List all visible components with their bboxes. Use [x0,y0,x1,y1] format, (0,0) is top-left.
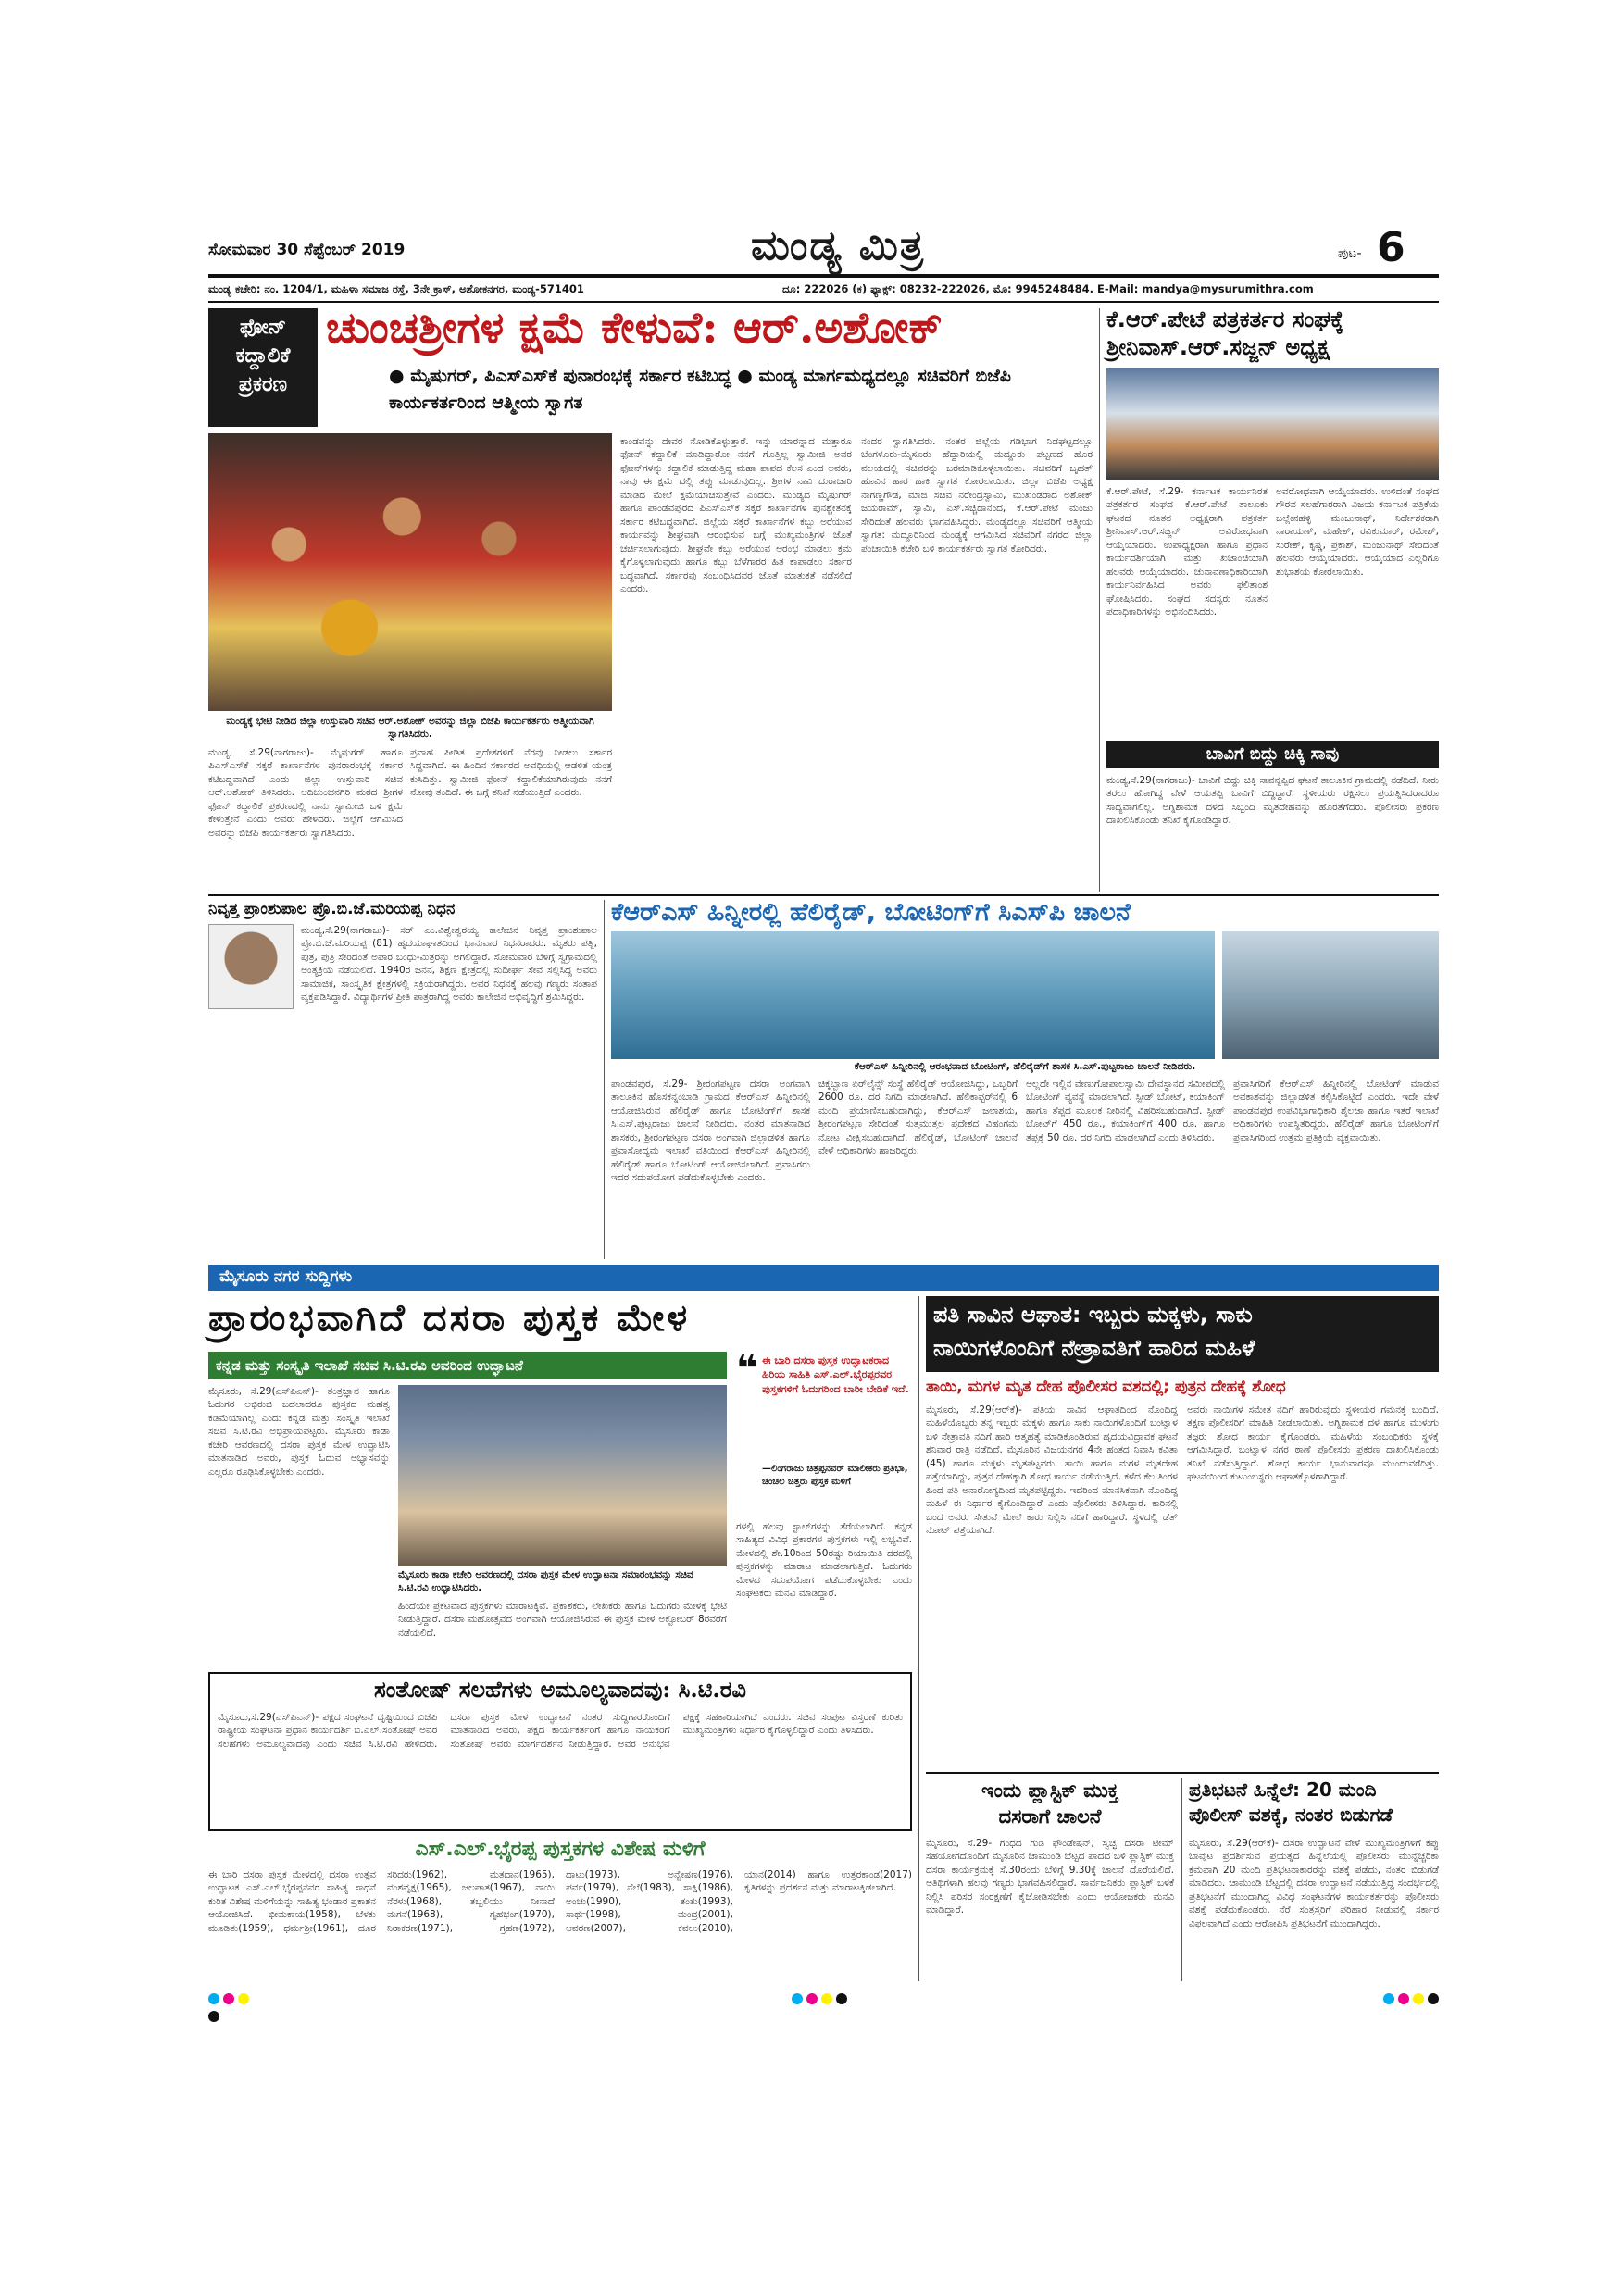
story1-lead2: ಪ್ರವಾಹ ಪೀಡಿತ ಪ್ರದೇಶಗಳಿಗೆ ನೆರವು ನೀಡಲು ಸರ್ಕಾರ ಸಿದ್ಧವಾಗಿದೆ. ಈ ಹಿಂದಿನ ಸರ್ಕಾರದ ಅವಧಿಯಲ್ಲಿ ಆಡಳಿತ ಯಂತ್ರ ಕುಸಿದಿತ್ತು. ಸ್ವಾಮೀಜಿ ಫೋನ್ ಕದ್ದಾಲಿಕೆಯಾಗಿರುವುದು ನನಗೆ ನೋವು ತಂದಿದೆ. ಈ ಬಗ್ಗೆ ತನಿಖೆ ನಡೆಯುತ್ತಿದೆ ಎಂದರು. [410,747,612,799]
story9-headline-l1: ಪತಿ ಸಾವಿನ ಆಘಾತ: ಇಬ್ಬರು ಮಕ್ಕಳು, ಸಾಕು [933,1302,1253,1328]
office-address: ಮಂಡ್ಯ ಕಚೇರಿ: ನಂ. 1204/1, ಮಹಿಳಾ ಸಮಾಜ ರಸ್ತೆ, 3ನೇ ಕ್ರಾಸ್, ಅಶೋಕನಗರ, ಮಂಡ್ಯ-571401 [208,282,584,295]
yellow-dot-icon [238,1993,249,2004]
section-bar-title: ಮೈಸೂರು ನಗರ ಸುದ್ದಿಗಳು [219,1267,353,1286]
story6-col-mid: ಹಿಂದೆಯೇ ಪ್ರಕಟವಾದ ಪುಸ್ತಕಗಳು ಮಾರಾಟಕ್ಕಿವೆ. ಪ್ರಕಾಶಕರು, ಲೇಖಕರು ಹಾಗೂ ಓದುಗರು ಮೇಳಕ್ಕೆ ಭೇಟಿ ನೀಡುತ್ತಿದ್ದಾರೆ. ದಸರಾ ಮಹೋತ್ಸವದ ಅಂಗವಾಗಿ ಆಯೋಜಿಸಿರುವ ಈ ಪುಸ್ತಕ ಮೇಳ ಅಕ್ಟೋಬರ್ 8ರವರೆಗೆ ನಡೆಯಲಿದೆ. [398,1601,727,1639]
col-divider [918,1296,919,1981]
tag-line: ಫೋನ್ [239,316,287,339]
story5-col3: ಅಲ್ಲದೇ ಇಲ್ಲಿನ ವೇಣುಗೋಪಾಲಸ್ವಾಮಿ ದೇವಸ್ಥಾನದ ಸಮೀಪದಲ್ಲಿ ಬೋಟಿಂಗ್ ವ್ಯವಸ್ಥೆ ಮಾಡಲಾಗಿದೆ. ಸ್ಪೀಡ್ ಬೋಟ್, ಕಯಾಕಿಂಗ್ ಹಾಗೂ ತೆಪ್ಪದ ಮೂಲಕ ನೀರಿನಲ್ಲಿ ವಿಹರಿಸಬಹುದಾಗಿದೆ. ಸ್ಪೀಡ್ ಬೋಟ್‌ಗೆ 450 ರೂ., ಕಯಾಕಿಂಗ್‌ಗೆ 400 ರೂ. ಹಾಗೂ ತೆಪ್ಪಕ್ಕೆ 50 ರೂ. ದರ ನಿಗದಿ ಮಾಡಲಾಗಿದೆ ಎಂದು ತಿಳಿಸಿದರು. [1026,1079,1225,1143]
story11-headline-l1: ಪ್ರತಿಭಟನೆ ಹಿನ್ನೆಲೆ: 20 ಮಂದಿ [1189,1778,1377,1801]
story10-headline-l2: ದಸರಾಗೆ ಚಾಲನೆ [998,1805,1102,1828]
story7-box [208,1672,912,1831]
story3-body: ಮಂಡ್ಯ,ಸೆ.29(ನಾಗರಾಜು)- ಬಾವಿಗೆ ಬಿದ್ದು ಚಿಕ್ಕಿ ಸಾವನ್ನಪ್ಪಿದ ಘಟನೆ ತಾಲೂಕಿನ ಗ್ರಾಮದಲ್ಲಿ ನಡೆದಿದೆ. ನೀರು ತರಲು ಹೋಗಿದ್ದ ವೇಳೆ ಆಯತಪ್ಪಿ ಬಾವಿಗೆ ಬಿದ್ದಿದ್ದಾರೆ. ಸ್ಥಳೀಯರು ರಕ್ಷಿಸಲು ಪ್ರಯತ್ನಿಸಿದರಾದರೂ ಸಾಧ್ಯವಾಗಲಿಲ್ಲ. ಅಗ್ನಿಶಾಮಕ ದಳದ ಸಿಬ್ಬಂದಿ ಮೃತದೇಹವನ್ನು ಹೊರತೆಗೆದರು. ಪೊಲೀಸರು ಪ್ರಕರಣ ದಾಖಲಿಸಿಕೊಂಡು ತನಿಖೆ ಕೈಗೊಂಡಿದ್ದಾರೆ. [1106,775,1439,827]
story2-body: ಕೆ.ಆರ್.ಪೇಟೆ, ಸೆ.29- ಕರ್ನಾಟಕ ಕಾರ್ಯನಿರತ ಪತ್ರಕರ್ತರ ಸಂಘದ ಕೆ.ಆರ್.ಪೇಟೆ ತಾಲೂಕು ಘಟಕದ ನೂತನ ಅಧ್ಯಕ್ಷರಾಗಿ ಪತ್ರಕರ್ತ ಶ್ರೀನಿವಾಸ್.ಆರ್.ಸಜ್ಜನ್ ಅವಿರೋಧವಾಗಿ ಆಯ್ಕೆಯಾದರು. ಉಪಾಧ್ಯಕ್ಷರಾಗಿ ಹಾಗೂ ಪ್ರಧಾನ ಕಾರ್ಯದರ್ಶಿಯಾಗಿ ಮತ್ತು ಖಜಾಂಚಿಯಾಗಿ ಹಲವರು ಆಯ್ಕೆಯಾದರು. ಚುನಾವಣಾಧಿಕಾರಿಯಾಗಿ ಕಾರ್ಯನಿರ್ವಹಿಸಿದ ಅವರು ಫಲಿತಾಂಶ ಘೋಷಿಸಿದರು. ಸಂಘದ ಸದಸ್ಯರು ನೂತನ ಪದಾಧಿಕಾರಿಗಳನ್ನು ಅಭಿನಂದಿಸಿದರು. [1106,486,1268,618]
masthead [208,220,1439,278]
cyan-dot-icon [1383,1993,1394,2004]
col-divider [604,900,605,1259]
magenta-dot-icon [223,1993,234,2004]
black-dot-icon [208,2011,219,2022]
story5-boat-photo [611,931,1215,1059]
story1-col1: ಕಾಂಡವನ್ನು ದೇವರ ನೋಡಿಕೊಳ್ಳುತ್ತಾರೆ. ಇನ್ನು ಯಾರನ್ನಾದ ಮತ್ತಾರೂ ಫೋನ್ ಕದ್ದಾಲಿಕೆ ಮಾಡಿದ್ದಾರೋ ನನಗೆ ಗೊತ್ತಿಲ್ಲ ಸ್ವಾಮೀಜಿ ಅವರ ಫೋನ್‌ಗಳನ್ನು ಕದ್ದಾಲಿಕೆ ಮಾಡುತ್ತಿದ್ದ ಮಹಾ ಪಾಪದ ಕೆಲಸ ಎಂದ ಅವರು, ನಾವು ಈ ಕ್ಷಮೆ ದಲ್ಲಿ ತಪ್ಪು ಮಾಡುವುದಿಲ್ಲ. ಶ್ರೀಗಳ ನಾವಿ ದುರಾಚಾರಿ ಮಾಡಿದ ಮೇಲೆ ಕ್ಷಮೆಯಾಚಿಸುತ್ತೇವೆ ಎಂದರು. ಮಂಡ್ಯದ ಮೈಷುಗರ್ ಹಾಗೂ ಪಾಂಡವಪುರದ ಪಿಎಸ್‌ಎಸ್‌ಕೆ ಸಕ್ಕರೆ ಕಾರ್ಖಾನೆಗಳ ಪುನಶ್ಚೇತನಕ್ಕೆ ಸರ್ಕಾರ ಕಟಿಬದ್ಧವಾಗಿದೆ. ಜಿಲ್ಲೆಯ ಸಕ್ಕರೆ ಕಾರ್ಖಾನೆಗಳ ಕಬ್ಬು ಅರೆಯುವ ಕಾರ್ಯವನ್ನು ಶೀಘ್ರವಾಗಿ ಆರಂಭಿಸುವ ಬಗ್ಗೆ ಮುಖ್ಯಮಂತ್ರಿಗಳ ಜೊತೆ ಚರ್ಚಿಸಲಾಗುವುದು. ಶೀಘ್ರವೇ ಕಬ್ಬು ಅರೆಯುವ ಆರಂಭ ಮಾಡಲು ಕ್ರಮ ಕೈಗೊಳ್ಳಲಾಗುವುದು ಹಾಗೂ ಕಬ್ಬು ಬೆಳೆಗಾರರ ಹಿತ ಕಾಪಾಡಲು ಸರ್ಕಾರ ಬದ್ಧವಾಗಿದೆ. ಸರ್ಕಾರವು ಸಂಬಂಧಿಸಿದವರ ಜೊತೆ ಮಾತುಕತೆ ನಡೆಸಲಿದೆ ಎಂದರು. [620,436,852,595]
yellow-dot-icon [1413,1993,1424,2004]
office-contact: ದೂ: 222026 (ಕ) ಫ್ಯಾಕ್ಸ್: 08232-222026, ಮೊ: 9945248484. E-Mail: mandya@mysurumithra.com [782,282,1314,295]
cyan-dot-icon [208,1993,219,2004]
page-number: 6 [1377,224,1405,271]
story2-headline [1106,306,1440,361]
story10-headline [926,1778,1174,1830]
obituary-portrait [208,924,294,1009]
newspaper-logo: ಮಂಡ್ಯ ಮಿತ್ರ [751,222,925,269]
black-dot-icon [1428,1993,1439,2004]
story6-body-left: ಮೈಸೂರು, ಸೆ.29(ಎಸ್‌ಪಿಎನ್)- ತಂತ್ರಜ್ಞಾನ ಹಾಗೂ ಓದುಗರ ಅಭಿರುಚಿ ಬದಲಾದರೂ ಪುಸ್ತಕದ ಮಹತ್ವ ಕಡಿಮೆಯಾಗಿಲ್ಲ ಎಂದು ಕನ್ನಡ ಮತ್ತು ಸಂಸ್ಕೃತಿ ಇಲಾಖೆ ಸಚಿವ ಸಿ.ಟಿ.ರವಿ ಅಭಿಪ್ರಾಯಪಟ್ಟರು. ಮೈಸೂರು ಕಾಡಾ ಕಚೇರಿ ಆವರಣದಲ್ಲಿ ದಸರಾ ಪುಸ್ತಕ ಮೇಳ ಉದ್ಘಾಟಿಸಿ ಮಾತನಾಡಿದ ಅವರು, ಪುಸ್ತಕ ಓದುವ ಅಭ್ಯಾಸವನ್ನು ಎಲ್ಲರೂ ರೂಢಿಸಿಕೊಳ್ಳಬೇಕು ಎಂದರು. [208,1386,390,1478]
masthead-date: ಸೋಮವಾರ 30 ಸೆಪ್ಟೆಂಬರ್ 2019 [208,241,406,259]
quote-mark-icon: ❝ [736,1348,758,1391]
story6-subhead: ಕನ್ನಡ ಮತ್ತು ಸಂಸ್ಕೃತಿ ಇಲಾಖೆ ಸಚಿವ ಸಿ.ಟಿ.ರವಿ ಅವರಿಂದ ಉದ್ಘಾಟನೆ [216,1357,523,1374]
story10-body: ಮೈಸೂರು, ಸೆ.29- ಗಂಧದ ಗುಡಿ ಫೌಂಡೇಷನ್, ಸ್ವಚ್ಛ ದಸರಾ ಟೀಮ್ ಸಹಯೋಗದೊಂದಿಗೆ ಮೈಸೂರಿನ ಚಾಮುಂಡಿ ಬೆಟ್ಟದ ಪಾದದ ಬಳಿ ಪ್ಲಾಸ್ಟಿಕ್ ಮುಕ್ತ ದಸರಾ ಕಾರ್ಯಕ್ರಮಕ್ಕೆ ಸೆ.30ರಂದು ಬೆಳಿಗ್ಗೆ 9.30ಕ್ಕೆ ಚಾಲನೆ ದೊರೆಯಲಿದೆ. ಅತಿಥಿಗಳಾಗಿ ಹಲವು ಗಣ್ಯರು ಭಾಗವಹಿಸಲಿದ್ದಾರೆ. ಸಾರ್ವಜನಿಕರು ಪ್ಲಾಸ್ಟಿಕ್ ಬಳಕೆ ನಿಲ್ಲಿಸಿ ಪರಿಸರ ಸಂರಕ್ಷಣೆಗೆ ಕೈಜೋಡಿಸಬೇಕು ಎಂದು ಆಯೋಜಕರು ಮನವಿ ಮಾಡಿದ್ದಾರೆ. [926,1838,1174,1916]
story6-subhead-box [208,1352,727,1379]
story7-headline: ಸಂತೋಷ್ ಸಲಹೆಗಳು ಅಮೂಲ್ಯವಾದವು: ಸಿ.ಟಿ.ರವಿ [374,1676,746,1703]
story8-headline: ಎಸ್.ಎಲ್.ಭೈರಪ್ಪ ಪುಸ್ತಕಗಳ ವಿಶೇಷ ಮಳಿಗೆ [415,1838,706,1861]
story11-headline-l2: ಪೊಲೀಸ್ ವಶಕ್ಕೆ, ನಂತರ ಬಿಡುಗಡೆ [1189,1803,1393,1826]
story2-photo [1106,368,1439,480]
story9-headline-box [926,1296,1439,1372]
story9-headline-l2: ನಾಯಿಗಳೊಂದಿಗೆ ನೇತ್ರಾವತಿಗೆ ಹಾರಿದ ಮಹಿಳೆ [933,1335,1255,1361]
story4-body: ಮಂಡ್ಯ,ಸೆ.29(ನಾಗರಾಜು)- ಸರ್ ಎಂ.ವಿಶ್ವೇಶ್ವರಯ್ಯ ಕಾಲೇಜಿನ ನಿವೃತ್ತ ಪ್ರಾಂಶುಪಾಲ ಪ್ರೊ.ಬಿ.ಜೆ.ಮರಿಯಪ್ಪ (81) ಹೃದಯಾಘಾತದಿಂದ ಭಾನುವಾರ ನಿಧನರಾದರು. ಮೃತರು ಪತ್ನಿ, ಪುತ್ರ, ಪುತ್ರಿ ಸೇರಿದಂತೆ ಅಪಾರ ಬಂಧು-ಮಿತ್ರರನ್ನು ಅಗಲಿದ್ದಾರೆ. ಸೋಮವಾರ ಬೆಳಿಗ್ಗೆ ಸ್ವಗ್ರಾಮದಲ್ಲಿ ಅಂತ್ಯಕ್ರಿಯೆ ನಡೆಯಲಿದೆ. 1940ರ ಜನನ, ಶಿಕ್ಷಣ ಕ್ಷೇತ್ರದಲ್ಲಿ ಸುದೀರ್ಘ ಸೇವೆ ಸಲ್ಲಿಸಿದ್ದ ಅವರು ಸಾಮಾಜಿಕ, ಸಾಂಸ್ಕೃತಿಕ ಕ್ಷೇತ್ರಗಳಲ್ಲಿ ಸಕ್ರಿಯರಾಗಿದ್ದರು. ಅವರ ನಿಧನಕ್ಕೆ ಹಲವು ಗಣ್ಯರು ಸಂತಾಪ ವ್ಯಕ್ತಪಡಿಸಿದ್ದಾರೆ. ವಿದ್ಯಾರ್ಥಿಗಳ ಪ್ರೀತಿ ಪಾತ್ರರಾಗಿದ್ದ ಅವರು ಕಾಲೇಜಿನ ಅಭಿವೃದ್ಧಿಗೆ ಶ್ರಮಿಸಿದ್ದರು. [301,925,597,1004]
col-divider [1099,308,1100,892]
page-label-text: ಪುಟ- [1338,246,1362,261]
row-rule [926,1772,1439,1774]
story6-headline: ಪ್ರಾರಂಭವಾಗಿದೆ ದಸರಾ ಪುಸ್ತಕ ಮೇಳ [208,1296,691,1340]
col-divider [1181,1778,1182,1981]
story5-col1: ಪಾಂಡವಪುರ, ಸೆ.29- ಶ್ರೀರಂಗಪಟ್ಟಣ ದಸರಾ ಅಂಗವಾಗಿ ತಾಲೂಕಿನ ಹೊಸಕನ್ನಂಬಾಡಿ ಗ್ರಾಮದ ಕೆಆರ್‌ಎಸ್ ಹಿನ್ನೀರಿನಲ್ಲಿ ಆಯೋಜಿಸಿರುವ ಹೆಲಿರೈಡ್ ಹಾಗೂ ಬೋಟಿಂಗ್‌ಗೆ ಶಾಸಕ ಸಿ.ಎಸ್.ಪುಟ್ಟರಾಜು ಚಾಲನೆ ನೀಡಿದರು. ನಂತರ ಮಾತನಾಡಿದ ಶಾಸಕರು, ಶ್ರೀರಂಗಪಟ್ಟಣ ದಸರಾ ಅಂಗವಾಗಿ ಜಿಲ್ಲಾಡಳಿತ ಹಾಗೂ ಪ್ರವಾಸೋದ್ಯಮ ಇಲಾಖೆ ವತಿಯಿಂದ ಕೆಆರ್‌ಎಸ್ ಹಿನ್ನೀರಿನಲ್ಲಿ ಹೆಲಿರೈಡ್ ಹಾಗೂ ಬೋಟಿಂಗ್ ಆಯೋಜಿಸಲಾಗಿದೆ. ಪ್ರವಾಸಿಗರು ಇದರ ಸದುಪಯೋಗ ಪಡೆದುಕೊಳ್ಳಬೇಕು ಎಂದರು. [611,1079,810,1184]
story6-quote [736,1348,912,1516]
story6-col-right: ಗಳಲ್ಲಿ ಹಲವು ಸ್ಟಾಲ್‌ಗಳನ್ನು ತೆರೆಯಲಾಗಿದೆ. ಕನ್ನಡ ಸಾಹಿತ್ಯದ ವಿವಿಧ ಪ್ರಕಾರಗಳ ಪುಸ್ತಕಗಳು ಇಲ್ಲಿ ಲಭ್ಯವಿವೆ. ಮೇಳದಲ್ಲಿ ಶೇ.10ರಿಂದ 50ರಷ್ಟು ರಿಯಾಯಿತಿ ದರದಲ್ಲಿ ಪುಸ್ತಕಗಳನ್ನು ಮಾರಾಟ ಮಾಡಲಾಗುತ್ತಿದೆ. ಓದುಗರು ಮೇಳದ ಸದುಪಯೋಗ ಪಡೆದುಕೊಳ್ಳಬೇಕು ಎಂದು ಸಂಘಟಕರು ಮನವಿ ಮಾಡಿದ್ದಾರೆ. [736,1521,912,1600]
story10-headline-l1: ಇಂದು ಪ್ಲಾಸ್ಟಿಕ್ ಮುಕ್ತ [981,1779,1118,1802]
registration-marks-center [792,1989,856,2000]
tag-line: ಕದ್ದಾಲಿಕೆ [235,343,291,368]
story7-body: ಮೈಸೂರು,ಸೆ.29(ಎಸ್‌ಪಿಎನ್)- ಪಕ್ಷದ ಸಂಘಟನೆ ದೃಷ್ಟಿಯಿಂದ ಬಿಜೆಪಿ ರಾಷ್ಟ್ರೀಯ ಸಂಘಟನಾ ಪ್ರಧಾನ ಕಾರ್ಯದರ್ಶಿ ಬಿ.ಎಲ್.ಸಂತೋಷ್ ಅವರ ಸಲಹೆಗಳು ಅಮೂಲ್ಯವಾದವು ಎಂದು ಸಚಿವ ಸಿ.ಟಿ.ರವಿ ಹೇಳಿದರು. ದಸರಾ ಪುಸ್ತಕ ಮೇಳ ಉದ್ಘಾಟನೆ ನಂತರ ಸುದ್ದಿಗಾರರೊಂದಿಗೆ ಮಾತನಾಡಿದ ಅವರು, ಪಕ್ಷದ ಕಾರ್ಯಕರ್ತರಿಗೆ ಹಾಗೂ ನಾಯಕರಿಗೆ ಸಂತೋಷ್ ಅವರು ಮಾರ್ಗದರ್ಶನ ನೀಡುತ್ತಿದ್ದಾರೆ. ಅವರ ಅನುಭವ ಪಕ್ಷಕ್ಕೆ ಸಹಕಾರಿಯಾಗಿದೆ ಎಂದರು. ಸಚಿವ ಸಂಪುಟ ವಿಸ್ತರಣೆ ಕುರಿತು ಮುಖ್ಯಮಂತ್ರಿಗಳು ನಿರ್ಧಾರ ಕೈಗೊಳ್ಳಲಿದ್ದಾರೆ ಎಂದು ತಿಳಿಸಿದರು. [218,1712,903,1750]
row-rule [208,894,1439,896]
story11-headline [1189,1778,1439,1828]
story4-headline: ನಿವೃತ್ತ ಪ್ರಾಂಶುಪಾಲ ಪ್ರೊ.ಬಿ.ಜೆ.ಮರಿಯಪ್ಪ ನಿಧನ [208,900,456,918]
magenta-dot-icon [1398,1993,1409,2004]
story9-body: ಮೈಸೂರು, ಸೆ.29(ಆರ್‌ಕೆ)- ಪತಿಯ ಸಾವಿನ ಆಘಾತದಿಂದ ನೊಂದಿದ್ದ ಮಹಿಳೆಯೊಬ್ಬರು ತನ್ನ ಇಬ್ಬರು ಮಕ್ಕಳು ಹಾಗೂ ಸಾಕು ನಾಯಿಗಳೊಂದಿಗೆ ಬಂಟ್ವಾಳ ಬಳಿ ನೇತ್ರಾವತಿ ನದಿಗೆ ಹಾರಿ ಆತ್ಮಹತ್ಯೆ ಮಾಡಿಕೊಂಡಿರುವ ಹೃದಯವಿದ್ರಾವಕ ಘಟನೆ ಶನಿವಾರ ರಾತ್ರಿ ನಡೆದಿದೆ. ಮೈಸೂರಿನ ವಿಜಯನಗರ 4ನೇ ಹಂತದ ನಿವಾಸಿ ಕವಿತಾ (45) ಹಾಗೂ ಮಕ್ಕಳು ಮೃತಪಟ್ಟವರು. ತಾಯಿ ಹಾಗೂ ಮಗಳ ಮೃತದೇಹ ಪತ್ತೆಯಾಗಿದ್ದು, ಪುತ್ರನ ದೇಹಕ್ಕಾಗಿ ಶೋಧ ಕಾರ್ಯ ನಡೆಯುತ್ತಿದೆ. ಕಳೆದ ಕೆಲ ತಿಂಗಳ ಹಿಂದೆ ಪತಿ ಅನಾರೋಗ್ಯದಿಂದ ಮೃತಪಟ್ಟಿದ್ದರು. ಇದರಿಂದ ಮಾನಸಿಕವಾಗಿ ನೊಂದಿದ್ದ ಮಹಿಳೆ ಈ ನಿರ್ಧಾರ ಕೈಗೊಂಡಿದ್ದಾರೆ ಎಂದು ಪೊಲೀಸರು ತಿಳಿಸಿದ್ದಾರೆ. ಕಾರಿನಲ್ಲಿ ಬಂದ ಅವರು ಸೇತುವೆ ಮೇಲೆ ಕಾರು ನಿಲ್ಲಿಸಿ ನದಿಗೆ ಹಾರಿದ್ದಾರೆ. ಸ್ಥಳದಲ್ಲಿ ಡೆತ್ ನೋಟ್ ಪತ್ತೆಯಾಗಿದೆ. [926,1404,1178,1537]
masthead-rule [208,274,1439,278]
story2-body2: ಅವರೋಧವಾಗಿ ಆಯ್ಕೆಯಾದರು. ಉಳಿದಂತೆ ಸಂಘದ ಗೌರವ ಸಲಹೆಗಾರರಾಗಿ ವಿಜಯ ಕರ್ನಾಟಕ ಪತ್ರಿಕೆಯ ಬಲ್ಲೇನಹಳ್ಳಿ ಮಂಜುನಾಥ್, ನಿರ್ದೇಶಕರಾಗಿ ನಾರಾಯಣ್, ಮಹೇಶ್, ರವಿಕುಮಾರ್, ರಮೇಶ್, ಸುರೇಶ್, ಕೃಷ್ಣ, ಪ್ರಕಾಶ್, ಮಂಜುನಾಥ್ ಸೇರಿದಂತೆ ಹಲವರು ಆಯ್ಕೆಯಾದರು. ಆಯ್ಕೆಯಾದ ಎಲ್ಲರಿಗೂ ಶುಭಾಶಯ ಕೋರಲಾಯಿತು. [1276,486,1439,578]
story3-headline: ಬಾವಿಗೆ ಬಿದ್ದು ಚಿಕ್ಕಿ ಸಾವು [1206,744,1340,764]
section-bar [208,1265,1439,1291]
story1-photo [208,433,612,711]
contact-strip [208,280,1439,300]
story1-lead: ಮಂಡ್ಯ, ಸೆ.29(ನಾಗರಾಜು)- ಮೈಷುಗರ್ ಹಾಗೂ ಪಿಎಸ್‌ಎಸ್‌ಕೆ ಸಕ್ಕರೆ ಕಾರ್ಖಾನೆಗಳ ಪುನರಾರಂಭಕ್ಕೆ ಸರ್ಕಾರ ಕಟಿಬದ್ಧವಾಗಿದೆ ಎಂದು ಜಿಲ್ಲಾ ಉಸ್ತುವಾರಿ ಸಚಿವ ಆರ್.ಅಶೋಕ್ ತಿಳಿಸಿದರು. ಆದಿಚುಂಚನಗಿರಿ ಮಠದ ಶ್ರೀಗಳ ಫೋನ್ ಕದ್ದಾಲಿಕೆ ಪ್ರಕರಣದಲ್ಲಿ ನಾನು ಸ್ವಾಮೀಜಿ ಬಳಿ ಕ್ಷಮೆ ಕೇಳುತ್ತೇನೆ ಎಂದು ಅವರು ಹೇಳಿದರು. ಜಿಲ್ಲೆಗೆ ಆಗಮಿಸಿದ ಅವರನ್ನು ಬಿಜೆಪಿ ಕಾರ್ಯಕರ್ತರು ಸ್ವಾಗತಿಸಿದರು. [208,747,403,839]
story5-col2: ಚಿಕ್ಕಬ್ಬಾಣ ಏರ್‌ಲೈನ್ಸ್ ಸಂಸ್ಥೆ ಹೆಲಿರೈಡ್ ಆಯೋಜಿಸಿದ್ದು, ಒಬ್ಬರಿಗೆ 2600 ರೂ. ದರ ನಿಗದಿ ಮಾಡಲಾಗಿದೆ. ಹೆಲಿಕಾಪ್ಟರ್‌ನಲ್ಲಿ 6 ಮಂದಿ ಪ್ರಯಾಣಿಸಬಹುದಾಗಿದ್ದು, ಕೆಆರ್‌ಎಸ್ ಜಲಾಶಯ, ಶ್ರೀರಂಗಪಟ್ಟಣ ಸೇರಿದಂತೆ ಸುತ್ತಮುತ್ತಲ ಪ್ರದೇಶದ ವಿಹಂಗಮ ನೋಟ ವೀಕ್ಷಿಸಬಹುದಾಗಿದೆ. ಹೆಲಿರೈಡ್, ಬೋಟಿಂಗ್ ಚಾಲನೆ ವೇಳೆ ಅಧಿಕಾರಿಗಳು ಹಾಜರಿದ್ದರು. [818,1079,1018,1157]
story1-photo-caption: ಮಂಡ್ಯಕ್ಕೆ ಭೇಟಿ ನೀಡಿದ ಜಿಲ್ಲಾ ಉಸ್ತುವಾರಿ ಸಚಿವ ಆರ್.ಅಶೋಕ್ ಅವರನ್ನು ಜಿಲ್ಲಾ ಬಿಜೆಪಿ ಕಾರ್ಯಕರ್ತರು ಆತ್ಮೀಯವಾಗಿ ಸ್ವಾಗತಿಸಿದರು. [226,716,594,741]
cyan-dot-icon [792,1993,803,2004]
story1-subhead: ● ಮೈಷುಗರ್, ಪಿಎಸ್‌ಎಸ್‌ಕೆ ಪುನಾರಂಭಕ್ಕೆ ಸರ್ಕಾರ ಕಟಿಬದ್ಧ ● ಮಂಡ್ಯ ಮಾರ್ಗಮಧ್ಯದಲ್ಲೂ ಸಚಿವರಿಗೆ ಬಿಜೆಪಿ ಕಾರ್ಯಕರ್ತರಿಂದ ಆತ್ಮೀಯ ಸ್ವಾಗತ [389,366,1011,413]
story1-col2: ನಂದರ ಸ್ವಾಗತಿಸಿದರು. ನಂತರ ಜಿಲ್ಲೆಯ ಗಡಿಭಾಗ ನಿಡಘಟ್ಟದಲ್ಲೂ ಬೆಂಗಳೂರು-ಮೈಸೂರು ಹೆದ್ದಾರಿಯಲ್ಲಿ ಮದ್ದೂರು ಪಟ್ಟಣದ ಹೊರ ವಲಯದಲ್ಲಿ ಸಚಿವರನ್ನು ಬರಮಾಡಿಕೊಳ್ಳಲಾಯಿತು. ಸಚಿವರಿಗೆ ಬೃಹತ್ ಹೂವಿನ ಹಾರ ಹಾಕಿ ಸ್ವಾಗತ ಕೋರಲಾಯಿತು. ಜಿಲ್ಲಾ ಬಿಜೆಪಿ ಅಧ್ಯಕ್ಷ ನಾಗಣ್ಣಗೌಡ, ಮಾಜಿ ಸಚಿವ ನರೇಂದ್ರಸ್ವಾಮಿ, ಮುಖಂಡರಾದ ಅಶೋಕ್ ಜಯರಾಮ್, ಸ್ವಾಮಿ, ಎಸ್.ಸಚ್ಚಿದಾನಂದ, ಕೆ.ಆರ್.ಪೇಟೆ ಮಂಜು ಸೇರಿದಂತೆ ಹಲವರು ಭಾಗವಹಿಸಿದ್ದರು. ಮಂಡ್ಯದಲ್ಲೂ ಸಚಿವರಿಗೆ ಆತ್ಮೀಯ ಸ್ವಾಗತ: ಮದ್ದೂರಿನಿಂದ ಮಂಡ್ಯಕ್ಕೆ ಆಗಮಿಸಿದ ಸಚಿವರಿಗೆ ನಗರದ ಜಿಲ್ಲಾ ಪಂಚಾಯಿತಿ ಕಚೇರಿ ಬಳಿ ಕಾರ್ಯಕರ್ತರು ಸ್ವಾಗತ ಕೋರಿದರು. [861,436,1093,555]
story9-body2: ಅವರು ನಾಯಿಗಳ ಸಮೇತ ನದಿಗೆ ಹಾರಿರುವುದು ಸ್ಥಳೀಯರ ಗಮನಕ್ಕೆ ಬಂದಿದೆ. ತಕ್ಷಣ ಪೊಲೀಸರಿಗೆ ಮಾಹಿತಿ ನೀಡಲಾಯಿತು. ಅಗ್ನಿಶಾಮಕ ದಳ ಹಾಗೂ ಮುಳುಗು ತಜ್ಞರು ಶೋಧ ಕಾರ್ಯ ಕೈಗೊಂಡರು. ಮಹಿಳೆಯ ಸಂಬಂಧಿಕರು ಸ್ಥಳಕ್ಕೆ ಆಗಮಿಸಿದ್ದಾರೆ. ಬಂಟ್ವಾಳ ನಗರ ಠಾಣೆ ಪೊಲೀಸರು ಪ್ರಕರಣ ದಾಖಲಿಸಿಕೊಂಡು ತನಿಖೆ ನಡೆಸುತ್ತಿದ್ದಾರೆ. ಶೋಧ ಕಾರ್ಯ ಭಾನುವಾರವೂ ಮುಂದುವರೆದಿತ್ತು. ಘಟನೆಯಿಂದ ಕುಟುಂಬಸ್ಥರು ಆಘಾತಕ್ಕೊಳಗಾಗಿದ್ದಾರೆ. [1187,1404,1439,1483]
story11-body: ಮೈಸೂರು, ಸೆ.29(ಆರ್‌ಕೆ)- ದಸರಾ ಉದ್ಘಾಟನೆ ವೇಳೆ ಮುಖ್ಯಮಂತ್ರಿಗಳಿಗೆ ಕಪ್ಪು ಬಾವುಟ ಪ್ರದರ್ಶಿಸುವ ಪ್ರಯತ್ನದ ಹಿನ್ನೆಲೆಯಲ್ಲಿ ಪೊಲೀಸರು ಮುನ್ನೆಚ್ಚರಿಕಾ ಕ್ರಮವಾಗಿ 20 ಮಂದಿ ಪ್ರತಿಭಟನಾಕಾರರನ್ನು ವಶಕ್ಕೆ ಪಡೆದು, ನಂತರ ಬಿಡುಗಡೆ ಮಾಡಿದರು. ಚಾಮುಂಡಿ ಬೆಟ್ಟದಲ್ಲಿ ದಸರಾ ಉದ್ಘಾಟನೆ ನಡೆಯುತ್ತಿದ್ದ ಸಂದರ್ಭದಲ್ಲಿ ಪ್ರತಿಭಟನೆಗೆ ಮುಂದಾಗಿದ್ದ ವಿವಿಧ ಸಂಘಟನೆಗಳ ಕಾರ್ಯಕರ್ತರನ್ನು ಪೊಲೀಸರು ವಶಕ್ಕೆ ಪಡೆದುಕೊಂಡರು. ನೆರೆ ಸಂತ್ರಸ್ತರಿಗೆ ಪರಿಹಾರ ನೀಡುವಲ್ಲಿ ಸರ್ಕಾರ ವಿಫಲವಾಗಿದೆ ಎಂದು ಆರೋಪಿಸಿ ಪ್ರತಿಭಟನೆಗೆ ಮುಂದಾಗಿದ್ದರು. [1189,1838,1439,1929]
story6-quote-heading: ಈ ಬಾರಿ ದಸರಾ ಪುಸ್ತಕ ಉದ್ಘಾಟಕರಾದ ಹಿರಿಯ ಸಾಹಿತಿ ಎಸ್.ಎಲ್.ಭೈರಪ್ಪರವರ ಪುಸ್ತಕಗಳಿಗೆ ಓದುಗರಿಂದ ಬಾರೀ ಬೇಡಿಕೆ ಇದೆ. [762,1354,909,1395]
tag-line: ಪ್ರಕರಣ [238,372,288,396]
story8-body: ಈ ಬಾರಿ ದಸರಾ ಪುಸ್ತಕ ಮೇಳದಲ್ಲಿ ದಸರಾ ಉತ್ಸವ ಉದ್ಘಾಟಕ ಎಸ್.ಎಲ್.ಭೈರಪ್ಪನವರ ಸಾಹಿತ್ಯ ಸಾಧನೆ ಕುರಿತ ವಿಶೇಷ ಮಳಿಗೆಯನ್ನು ಸಾಹಿತ್ಯ ಭಂಡಾರ ಪ್ರಕಾಶನ ಆಯೋಜಿಸಿದೆ. ಭೀಮಕಾಯ(1958), ಬೆಳಕು ಮೂಡಿತು(1959), ಧರ್ಮಶ್ರೀ(1961), ದೂರ ಸರಿದರು(1962), ಮತದಾನ(1965), ವಂಶವೃಕ್ಷ(1965), ಜಲಪಾತ(1967), ನಾಯಿ ನೆರಳು(1968), ತಬ್ಬಲಿಯು ನೀನಾದೆ ಮಗನೆ(1968), ಗೃಹಭಂಗ(1970), ನಿರಾಕರಣ(1971), ಗ್ರಹಣ(1972), ದಾಟು(1973), ಅನ್ವೇಷಣ(1976), ಪರ್ವ(1979), ನೆಲೆ(1983), ಸಾಕ್ಷಿ(1986), ಅಂಚು(1990), ತಂತು(1993), ಸಾರ್ಥ(1998), ಮಂದ್ರ(2001), ಆವರಣ(2007), ಕವಲು(2010), ಯಾನ(2014) ಹಾಗೂ ಉತ್ತರಕಾಂಡ(2017) ಕೃತಿಗಳನ್ನು ಪ್ರದರ್ಶನ ಮತ್ತು ಮಾರಾಟಕ್ಕಿಡಲಾಗಿದೆ. [208,1869,912,1934]
story5-heli-photo [1222,931,1439,1059]
story2-headline-l2: ಶ್ರೀನಿವಾಸ್.ಆರ್.ಸಜ್ಜನ್ ಅಧ್ಯಕ್ಷ [1106,334,1330,360]
story9-subhead: ತಾಯಿ, ಮಗಳ ಮೃತ ದೇಹ ಪೊಲೀಸರ ವಶದಲ್ಲಿ; ಪುತ್ರನ ದೇಹಕ್ಕೆ ಶೋಧ [926,1378,1286,1396]
yellow-dot-icon [821,1993,832,2004]
story3-headline-box [1106,741,1439,768]
black-dot-icon [836,1993,847,2004]
page-label [1338,224,1439,276]
magenta-dot-icon [806,1993,818,2004]
story5-col4: ಪ್ರವಾಸಿಗರಿಗೆ ಕೆಆರ್‌ಎಸ್ ಹಿನ್ನೀರಿನಲ್ಲಿ ಬೋಟಿಂಗ್ ಮಾಡುವ ಅವಕಾಶವನ್ನು ಜಿಲ್ಲಾಡಳಿತ ಕಲ್ಪಿಸಿಕೊಟ್ಟಿದೆ ಎಂದರು. ಇದೇ ವೇಳೆ ಪಾಂಡವಪುರ ಉಪವಿಭಾಗಾಧಿಕಾರಿ ಶೈಲಜಾ ಹಾಗೂ ಇತರೆ ಇಲಾಖೆ ಅಧಿಕಾರಿಗಳು ಉಪಸ್ಥಿತರಿದ್ದರು. ಹೆಲಿರೈಡ್ ಹಾಗೂ ಬೋಟಿಂಗ್‌ಗೆ ಪ್ರವಾಸಿಗರಿಂದ ಉತ್ತಮ ಪ್ರತಿಕ್ರಿಯೆ ವ್ಯಕ್ತವಾಯಿತು. [1233,1079,1439,1143]
story2-headline-l1: ಕೆ.ಆರ್.ಪೇಟೆ ಪತ್ರಕರ್ತರ ಸಂಘಕ್ಕೆ [1106,306,1344,332]
registration-marks-left [208,1989,264,2000]
story6-quote-attrib: —ಲಿಂಗರಾಜು ಚಿತ್ತಪ್ಪನವರ್ ಮಾಲೀಕರು ಪ್ರತಿಭಾ, ಚಂಚಲ ಚಿತ್ತರು ಪುಸ್ತಕ ಮಳಿಗೆ [762,1464,908,1487]
story6-photo [398,1385,727,1566]
story6-photo-caption: ಮೈಸೂರು ಕಾಡಾ ಕಚೇರಿ ಆವರಣದಲ್ಲಿ ದಸರಾ ಪುಸ್ತಕ ಮೇಳ ಉದ್ಘಾಟನಾ ಸಮಾರಂಭವನ್ನು ಸಚಿವ ಸಿ.ಟಿ.ರವಿ ಉದ್ಘಾಟಿಸಿದರು. [398,1569,693,1594]
registration-marks-right [1383,1989,1448,2000]
story5-photo-caption: ಕೆಆರ್‌ಎಸ್ ಹಿನ್ನೀರಿನಲ್ಲಿ ಆರಂಭವಾದ ಬೋಟಿಂಗ್, ಹೆಲಿರೈಡ್‌ಗೆ ಶಾಸಕ ಸಿ.ಎಸ್.ಪುಟ್ಟರಾಜು ಚಾಲನೆ ನೀಡಿದರು. [854,1061,1196,1072]
story1-tag [208,308,318,427]
story1-headline: ಚುಂಚಶ್ರೀಗಳ ಕ್ಷಮೆ ಕೇಳುವೆ: ಆರ್.ಅಶೋಕ್ [326,303,943,354]
story5-headline: ಕೆಆರ್‌ಎಸ್ ಹಿನ್ನೀರಲ್ಲಿ ಹೆಲಿರೈಡ್, ಬೋಟಿಂಗ್‌ಗೆ ಸಿಎಸ್‌ಪಿ ಚಾಲನೆ [611,898,1131,927]
